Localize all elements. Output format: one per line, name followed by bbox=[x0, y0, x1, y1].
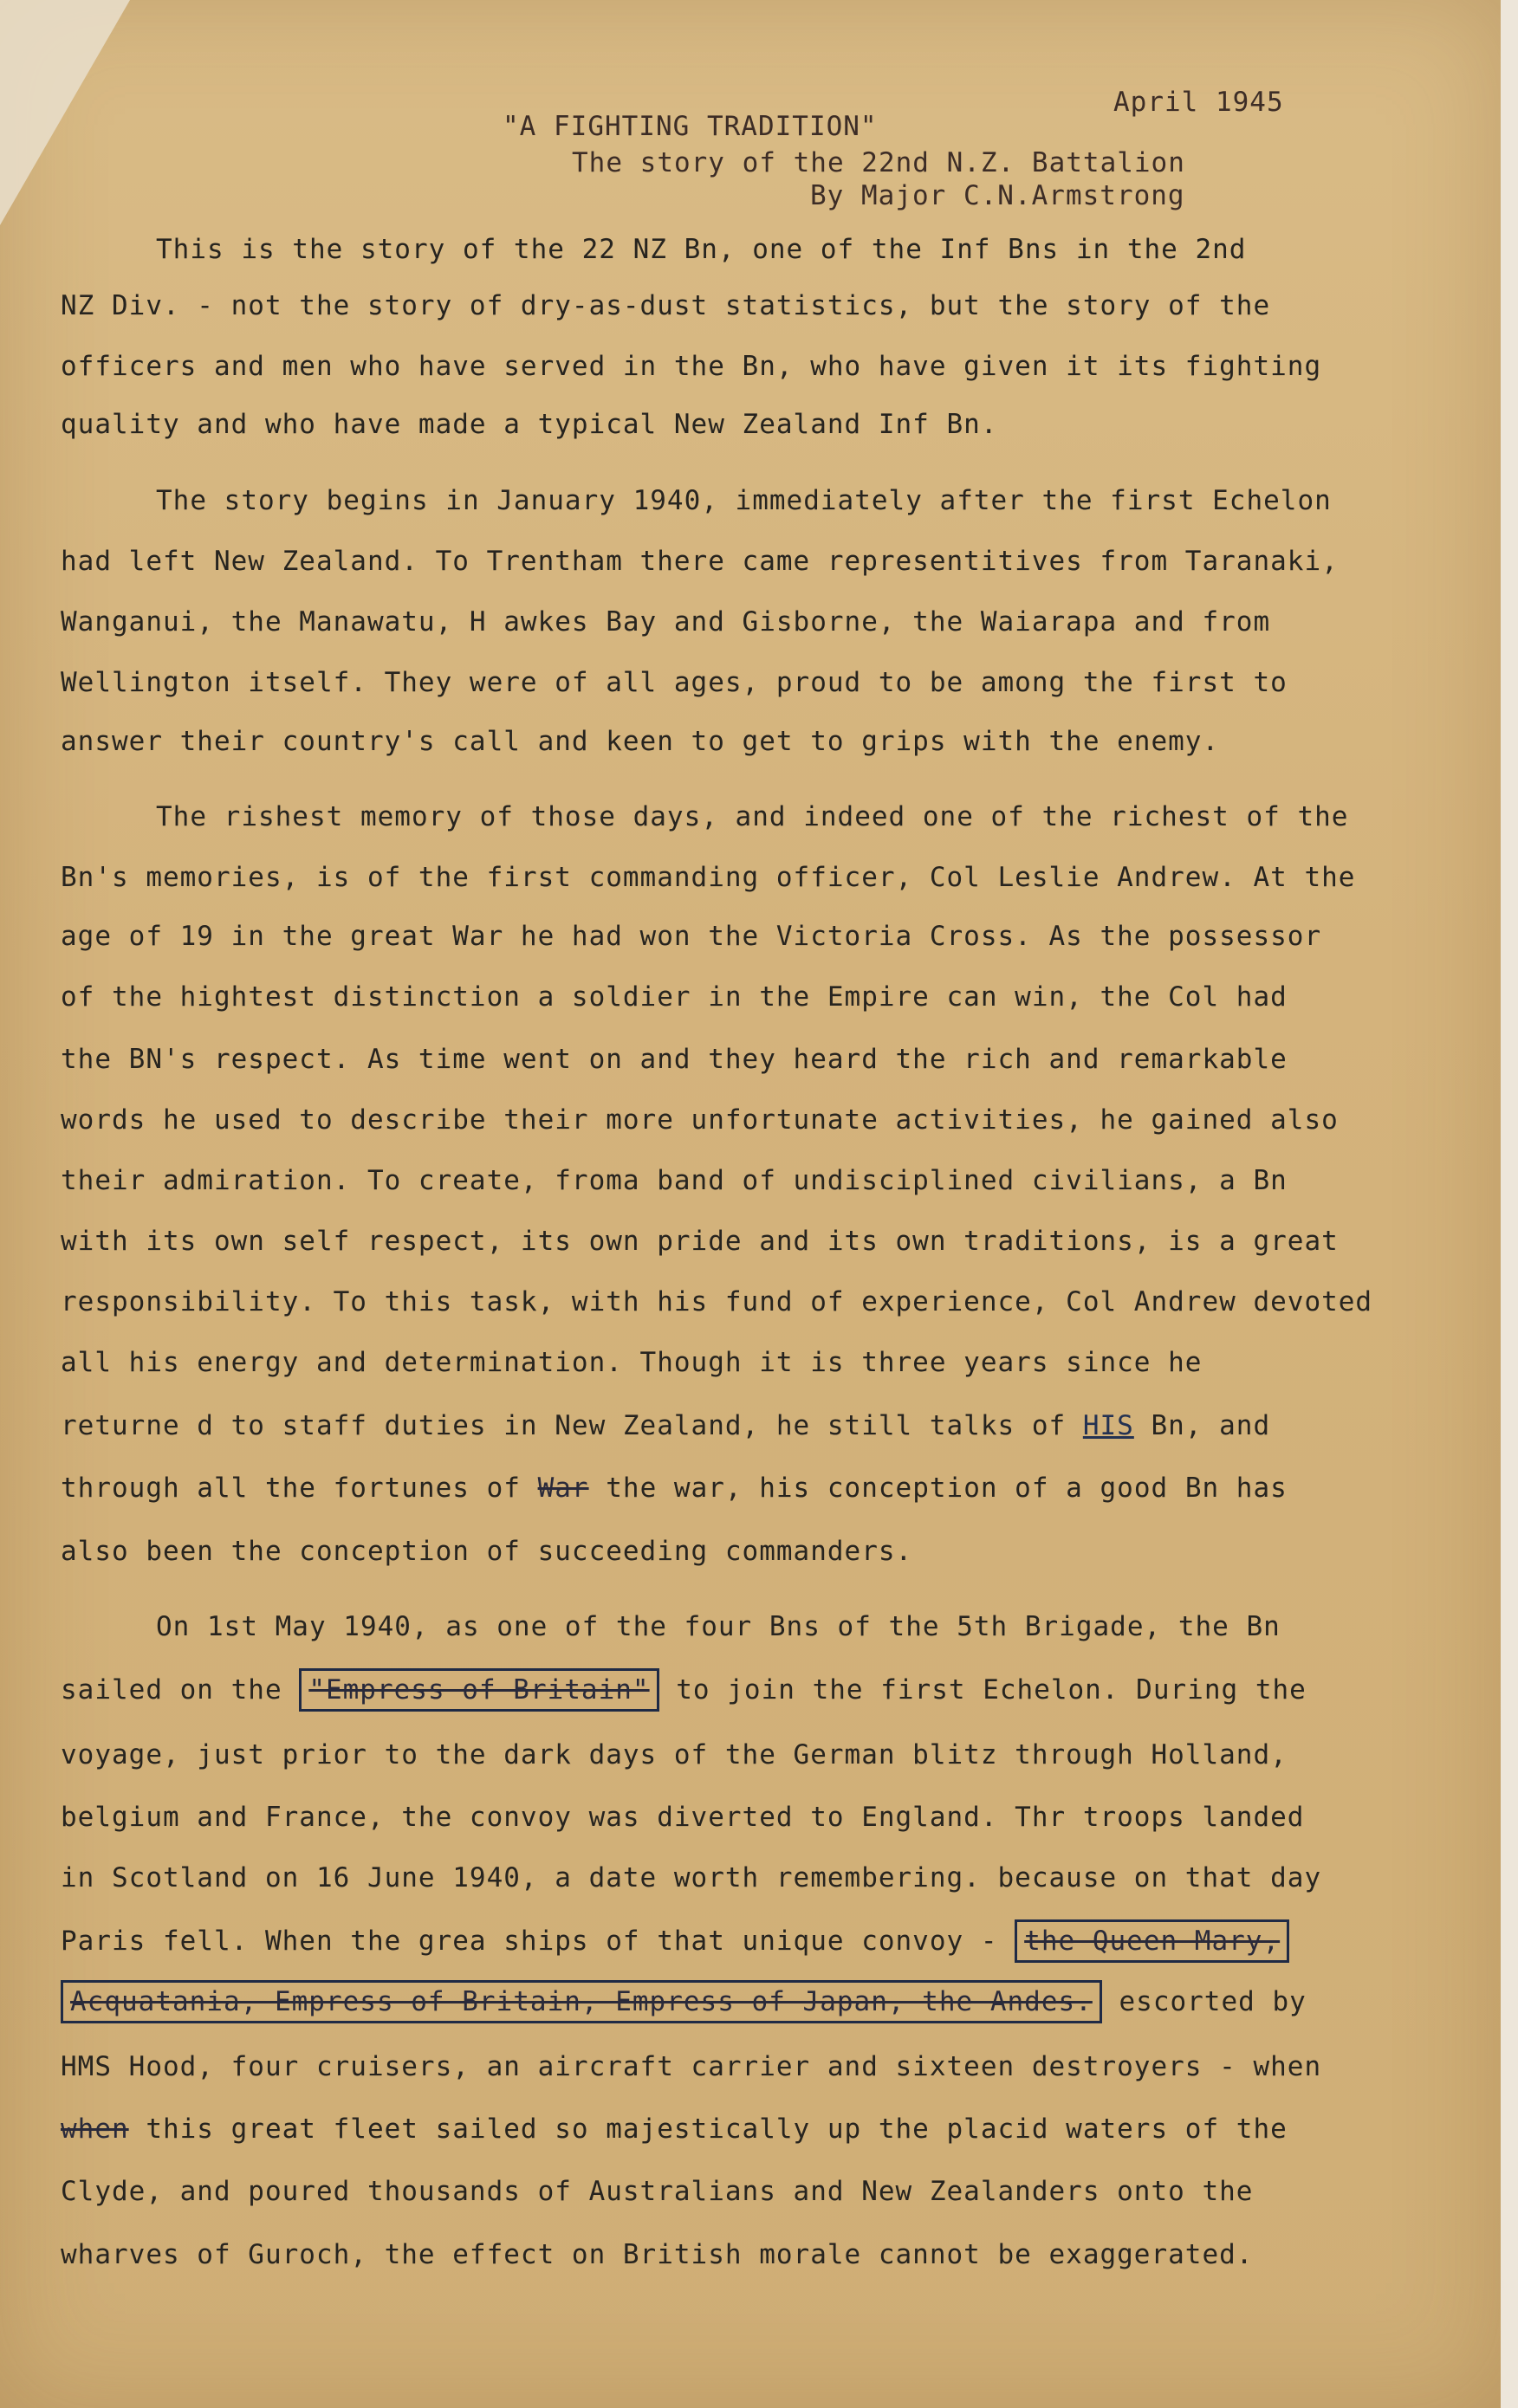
line-text: of the hightest distinction a soldier in the Empire can win, the Col had bbox=[61, 981, 1288, 1013]
line-text: NZ Div. - not the story of dry-as-dust statistics, but the story of the bbox=[61, 290, 1271, 321]
line-text: the BN's respect. As time went on and they heard the rich and remarkable bbox=[61, 1044, 1288, 1075]
struck-text: War bbox=[537, 1473, 589, 1504]
text-line bbox=[61, 290, 1270, 321]
line-text-continued: Bn, and bbox=[1133, 1410, 1271, 1441]
line-text: The story begins in January 1940, immediately after the first Echelon bbox=[156, 485, 1332, 516]
line-text: words he used to describe their more unfortunate activities, he gained also bbox=[61, 1104, 1339, 1136]
struck-text: Acquatania, Empress of Britain, Empress of Japan, the Andes. bbox=[61, 1980, 1102, 2023]
text-line bbox=[61, 1986, 1307, 2017]
line-text: returne d to staff duties in New Zealand, he still talks of bbox=[61, 1410, 1067, 1441]
line-text: quality and who have made a typical New Zealand Inf Bn. bbox=[61, 409, 998, 440]
text-line bbox=[61, 1410, 1270, 1441]
line-text-continued: escorted by bbox=[1101, 1986, 1307, 2017]
line-text: HMS Hood, four cruisers, an aircraft carrier and sixteen destroyers - when bbox=[61, 2051, 1322, 2082]
document-date: April 1945 bbox=[1113, 87, 1284, 118]
text-line bbox=[61, 1926, 1289, 1957]
text-line bbox=[156, 234, 1246, 265]
document-byline: By Major C.N.Armstrong bbox=[810, 180, 1185, 211]
document-title: "A FIGHTING TRADITION" bbox=[503, 111, 878, 142]
line-text: On 1st May 1940, as one of the four Bns of the 5th Brigade, the Bn bbox=[156, 1611, 1281, 1642]
text-line bbox=[61, 981, 1288, 1013]
text-line bbox=[61, 546, 1339, 577]
line-text: Paris fell. When the grea ships of that unique convoy - bbox=[61, 1926, 998, 1957]
text-line bbox=[156, 485, 1332, 516]
struck-text: "Empress of Britain" bbox=[299, 1668, 658, 1712]
underlined-word: HIS bbox=[1082, 1410, 1134, 1441]
text-line bbox=[156, 1611, 1281, 1642]
text-line bbox=[156, 801, 1348, 832]
text-line bbox=[61, 1802, 1304, 1833]
line-text: Wellington itself. They were of all ages, proud to be among the first to bbox=[61, 667, 1288, 698]
text-line bbox=[61, 1739, 1288, 1770]
text-line bbox=[61, 2239, 1253, 2270]
line-text-continued: to join the first Echelon. During the bbox=[658, 1674, 1307, 1706]
text-line bbox=[61, 351, 1321, 382]
struck-text: the Queen Mary, bbox=[1015, 1919, 1289, 1963]
line-text: Bn's memories, is of the first commanding officer, Col Leslie Andrew. At the bbox=[61, 862, 1356, 893]
line-text: age of 19 in the great War he had won the Victoria Cross. As the possessor bbox=[61, 921, 1322, 952]
text-line bbox=[61, 1104, 1339, 1136]
text-line bbox=[61, 1286, 1372, 1317]
text-line bbox=[61, 1674, 1307, 1706]
document-subtitle: The story of the 22nd N.Z. Battalion bbox=[572, 147, 1185, 178]
text-line bbox=[61, 726, 1219, 757]
text-line bbox=[61, 1347, 1202, 1378]
text-line bbox=[61, 1226, 1339, 1257]
text-line bbox=[61, 1044, 1288, 1075]
line-text: sailed on the bbox=[61, 1674, 282, 1706]
line-text: had left New Zealand. To Trentham there came representitives from Taranaki, bbox=[61, 546, 1339, 577]
line-text: Wanganui, the Manawatu, H awkes Bay and Gisborne, the Waiarapa and from bbox=[61, 606, 1271, 638]
line-text: Clyde, and poured thousands of Australians and New Zealanders onto the bbox=[61, 2176, 1254, 2207]
text-line bbox=[61, 862, 1355, 893]
line-text: officers and men who have served in the Bn, who have given it its fighting bbox=[61, 351, 1322, 382]
line-text: The rishest memory of those days, and indeed one of the richest of the bbox=[156, 801, 1349, 832]
text-line bbox=[61, 921, 1321, 952]
line-text: their admiration. To create, froma band of undisciplined civilians, a Bn bbox=[61, 1165, 1288, 1196]
line-text: voyage, just prior to the dark days of the German blitz through Holland, bbox=[61, 1739, 1288, 1770]
text-line bbox=[61, 606, 1270, 638]
text-line bbox=[61, 1862, 1321, 1893]
line-text: in Scotland on 16 June 1940, a date worth remembering. because on that day bbox=[61, 1862, 1322, 1893]
text-line bbox=[61, 1165, 1288, 1196]
line-text: wharves of Guroch, the effect on British morale cannot be exaggerated. bbox=[61, 2239, 1254, 2270]
line-text: through all the fortunes of bbox=[61, 1473, 521, 1504]
text-line bbox=[61, 2051, 1321, 2082]
line-text: also been the conception of succeeding commanders. bbox=[61, 1536, 913, 1567]
text-line bbox=[61, 2176, 1253, 2207]
text-line bbox=[61, 1536, 912, 1567]
text-line bbox=[61, 1473, 1288, 1504]
line-text-continued: this great fleet sailed so majestically up the placid waters of the bbox=[128, 2113, 1288, 2145]
line-text: answer their country's call and keen to get to grips with the enemy. bbox=[61, 726, 1220, 757]
folded-corner bbox=[0, 0, 130, 225]
line-text-continued: the war, his conception of a good Bn has bbox=[588, 1473, 1288, 1504]
text-line bbox=[61, 667, 1288, 698]
page-edge bbox=[1501, 0, 1518, 2408]
text-line bbox=[61, 2113, 1288, 2145]
struck-text: when bbox=[61, 2113, 129, 2145]
text-line bbox=[61, 409, 998, 440]
line-text: all his energy and determination. Though it is three years since he bbox=[61, 1347, 1203, 1378]
line-text: with its own self respect, its own pride and its own traditions, is a great bbox=[61, 1226, 1339, 1257]
line-text: This is the story of the 22 NZ Bn, one of the Inf Bns in the 2nd bbox=[156, 234, 1247, 265]
line-text: belgium and France, the convoy was diverted to England. Thr troops landed bbox=[61, 1802, 1305, 1833]
line-text: responsibility. To this task, with his fund of experience, Col Andrew devoted bbox=[61, 1286, 1373, 1317]
